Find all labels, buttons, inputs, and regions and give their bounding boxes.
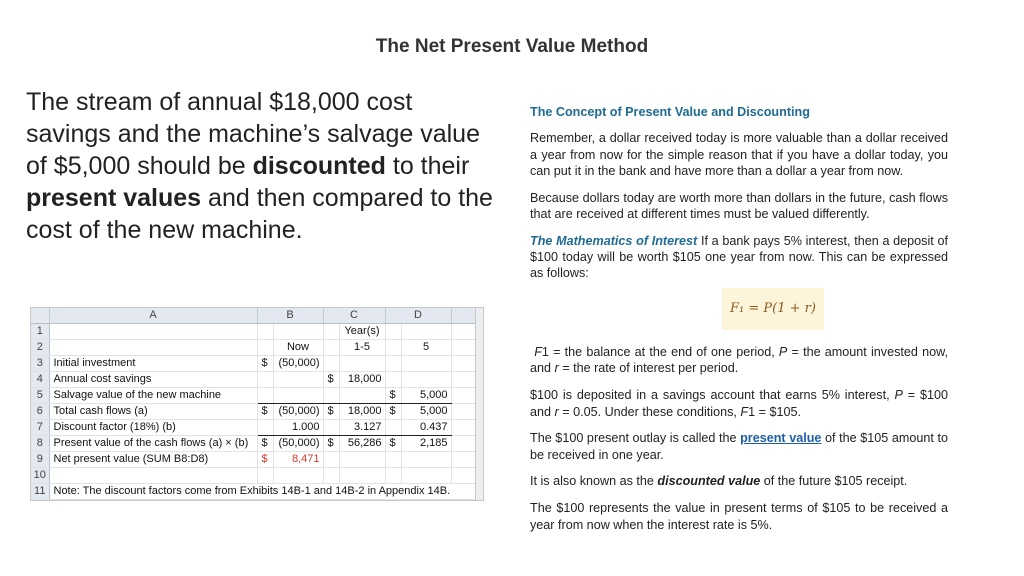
var-p: P <box>894 388 903 403</box>
p6-text-a: The $100 present outlay is called the <box>530 431 741 446</box>
sheet-cell: (50,000) <box>273 436 323 452</box>
left-text-2: to their <box>385 152 470 180</box>
sheet-row <box>31 388 483 404</box>
sheet-note: Note: The discount factors come from Exhibits 14B-1 and 14B-2 in Appendix 14B. <box>49 484 483 500</box>
column-header-row <box>31 308 483 324</box>
row-number: 5 <box>31 388 49 404</box>
paragraph-3-text: If a bank pays 5% interest, then a deposit of $100 today will be worth $105 one year from now. This can be expressed as follows: <box>530 233 948 281</box>
sheet-cell: $ <box>257 404 273 420</box>
right-column <box>530 104 948 543</box>
p5-text-a: $100 is deposited in a savings account that earns 5% interest, <box>530 388 895 403</box>
sheet-cell: Year(s) <box>339 324 385 340</box>
sheet-cell: 5 <box>401 340 451 356</box>
sheet-cell <box>273 468 323 484</box>
sheet-cell <box>323 452 339 468</box>
sheet-cell: $ <box>385 388 401 404</box>
bold-discounted: discounted <box>252 152 386 180</box>
sheet-cell: Net present value (SUM B8:D8) <box>49 452 257 468</box>
sheet-cell <box>385 340 401 356</box>
paragraph-4 <box>530 344 948 377</box>
sheet-cell <box>339 356 385 372</box>
sheet-cell <box>257 420 273 436</box>
row-number: 6 <box>31 404 49 420</box>
sheet-row <box>31 324 483 340</box>
row-number: 11 <box>31 484 49 500</box>
var-r: r <box>554 361 559 376</box>
sheet-row <box>31 356 483 372</box>
sheet-cell <box>339 388 385 404</box>
p4-text-c: = the rate of interest per period. <box>558 361 739 376</box>
sheet-cell: 1-5 <box>339 340 385 356</box>
sheet-cell: 0.437 <box>401 420 451 436</box>
sheet-cell <box>401 324 451 340</box>
paragraph-8: The $100 represents the value in present terms of $105 to be received a year from now when the interest rate is 5%. <box>530 501 948 532</box>
row-number: 3 <box>31 356 49 372</box>
sheet-cell <box>257 324 273 340</box>
column-header: B <box>257 308 323 324</box>
sheet-row <box>31 340 483 356</box>
sheet-cell <box>385 356 401 372</box>
sheet-cell <box>49 324 257 340</box>
sheet-cell: $ <box>257 436 273 452</box>
sheet-cell: Total cash flows (a) <box>49 404 257 420</box>
sheet-cell: $ <box>385 436 401 452</box>
sheet-cell: 1.000 <box>273 420 323 436</box>
sheet-cell: 3.127 <box>339 420 385 436</box>
sheet-row <box>31 468 483 484</box>
sheet-cell <box>401 356 451 372</box>
sheet-scrollbar <box>475 308 483 500</box>
sheet-cell: $ <box>323 404 339 420</box>
row-number: 2 <box>31 340 49 356</box>
sheet-cell <box>257 388 273 404</box>
sheet-cell: Present value of the cash flows (a) × (b) <box>49 436 257 452</box>
sheet-cell <box>385 324 401 340</box>
sheet-cell <box>385 420 401 436</box>
sheet-cell: (50,000) <box>273 404 323 420</box>
sheet-cell <box>273 324 323 340</box>
p5-text-c: = 0.05. Under these conditions, <box>558 404 741 419</box>
paragraph-3 <box>530 233 948 282</box>
sheet-cell: 2,185 <box>401 436 451 452</box>
bold-present-values: present values <box>26 184 202 212</box>
sheet-cell <box>385 372 401 388</box>
p7-text-b: of the future $105 receipt. <box>760 474 908 489</box>
sheet-cell <box>323 388 339 404</box>
row-number: 10 <box>31 468 49 484</box>
p4-text-a: 1 = the balance at the end of one period, <box>541 345 779 360</box>
paragraph-6 <box>530 430 948 463</box>
var-r: r <box>554 404 559 419</box>
sheet-cell <box>49 468 257 484</box>
var-f: F <box>740 404 749 419</box>
sheet-cell: 18,000 <box>339 372 385 388</box>
var-p: P <box>778 345 788 360</box>
sheet-row <box>31 436 483 452</box>
sheet-cell: $ <box>323 372 339 388</box>
corner-cell <box>31 308 49 324</box>
section-heading: The Concept of Present Value and Discounting <box>530 105 810 119</box>
paragraph-5 <box>530 387 948 420</box>
sheet-cell <box>273 372 323 388</box>
sheet-cell: Initial investment <box>49 356 257 372</box>
var-f: F <box>534 345 542 360</box>
discounted-value-term: discounted value <box>657 474 761 489</box>
sheet-cell: Discount factor (18%) (b) <box>49 420 257 436</box>
sheet-cell <box>323 340 339 356</box>
p5-text-b: = $100 and <box>530 388 948 419</box>
sheet-cell: $ <box>257 452 273 468</box>
sheet-cell: $ <box>385 404 401 420</box>
row-number: 8 <box>31 436 49 452</box>
sheet-cell: 5,000 <box>401 388 451 404</box>
paragraph-1: Remember, a dollar received today is more valuable than a dollar received a year from now for the simple reason that if you have a dollar today, you can put it in the bank and have more than a dollar a year from now. <box>530 131 948 178</box>
sheet-cell <box>273 388 323 404</box>
sheet-cell: $ <box>257 356 273 372</box>
row-number: 9 <box>31 452 49 468</box>
sheet-cell: 8,471 <box>273 452 323 468</box>
sheet-cell: $ <box>323 436 339 452</box>
sheet-cell <box>323 324 339 340</box>
sheet-cell <box>257 340 273 356</box>
sheet-cell: (50,000) <box>273 356 323 372</box>
column-header: A <box>49 308 257 324</box>
sheet-row-note <box>31 484 483 500</box>
sheet-cell: 5,000 <box>401 404 451 420</box>
p5-text-d: 1 = $105. <box>748 404 801 419</box>
sheet-cell <box>385 452 401 468</box>
paragraph-7 <box>530 473 948 489</box>
sheet-cell <box>339 452 385 468</box>
math-of-interest-label: The Mathematics of Interest <box>530 233 698 248</box>
sheet-cell <box>257 372 273 388</box>
sheet-cell <box>339 468 385 484</box>
sheet-cell <box>401 468 451 484</box>
p7-text-a: It is also known as the <box>530 474 658 489</box>
sheet-cell <box>401 452 451 468</box>
sheet-row <box>31 420 483 436</box>
row-number: 1 <box>31 324 49 340</box>
sheet-cell: Annual cost savings <box>49 372 257 388</box>
sheet-row <box>31 452 483 468</box>
sheet-cell: 18,000 <box>339 404 385 420</box>
spreadsheet-image <box>30 307 484 501</box>
sheet-cell <box>257 468 273 484</box>
row-number: 7 <box>31 420 49 436</box>
sheet-cell <box>323 420 339 436</box>
p6-text-b: of the $105 amount to be received in one year. <box>530 431 949 462</box>
left-text-1: The stream of annual $18,000 cost savings and the machine’s salvage value of $5,000 should be <box>26 88 480 180</box>
sheet-cell <box>49 340 257 356</box>
sheet-cell <box>323 468 339 484</box>
column-header: C <box>323 308 385 324</box>
formula-image: F₁ = P(1 + r) <box>722 288 824 330</box>
left-text-3: and then compared to the cost of the new machine. <box>26 184 493 244</box>
sheet-cell: 56,286 <box>339 436 385 452</box>
sheet-cell: Salvage value of the new machine <box>49 388 257 404</box>
sheet-row <box>31 404 483 420</box>
slide-title: The Net Present Value Method <box>375 36 649 57</box>
paragraph-2: Because dollars today are worth more than dollars in the future, cash flows that are received at different times must be valued differently. <box>530 190 948 221</box>
row-number: 4 <box>31 372 49 388</box>
sheet-cell: Now <box>273 340 323 356</box>
p4-text-b: = the amount invested now, and <box>530 345 948 376</box>
left-paragraph <box>26 86 496 246</box>
sheet-cell <box>323 356 339 372</box>
sheet-cell <box>385 468 401 484</box>
npv-table <box>31 308 484 500</box>
sheet-row <box>31 372 483 388</box>
column-header: D <box>385 308 451 324</box>
present-value-link[interactable]: present value <box>740 431 822 446</box>
sheet-cell <box>401 372 451 388</box>
